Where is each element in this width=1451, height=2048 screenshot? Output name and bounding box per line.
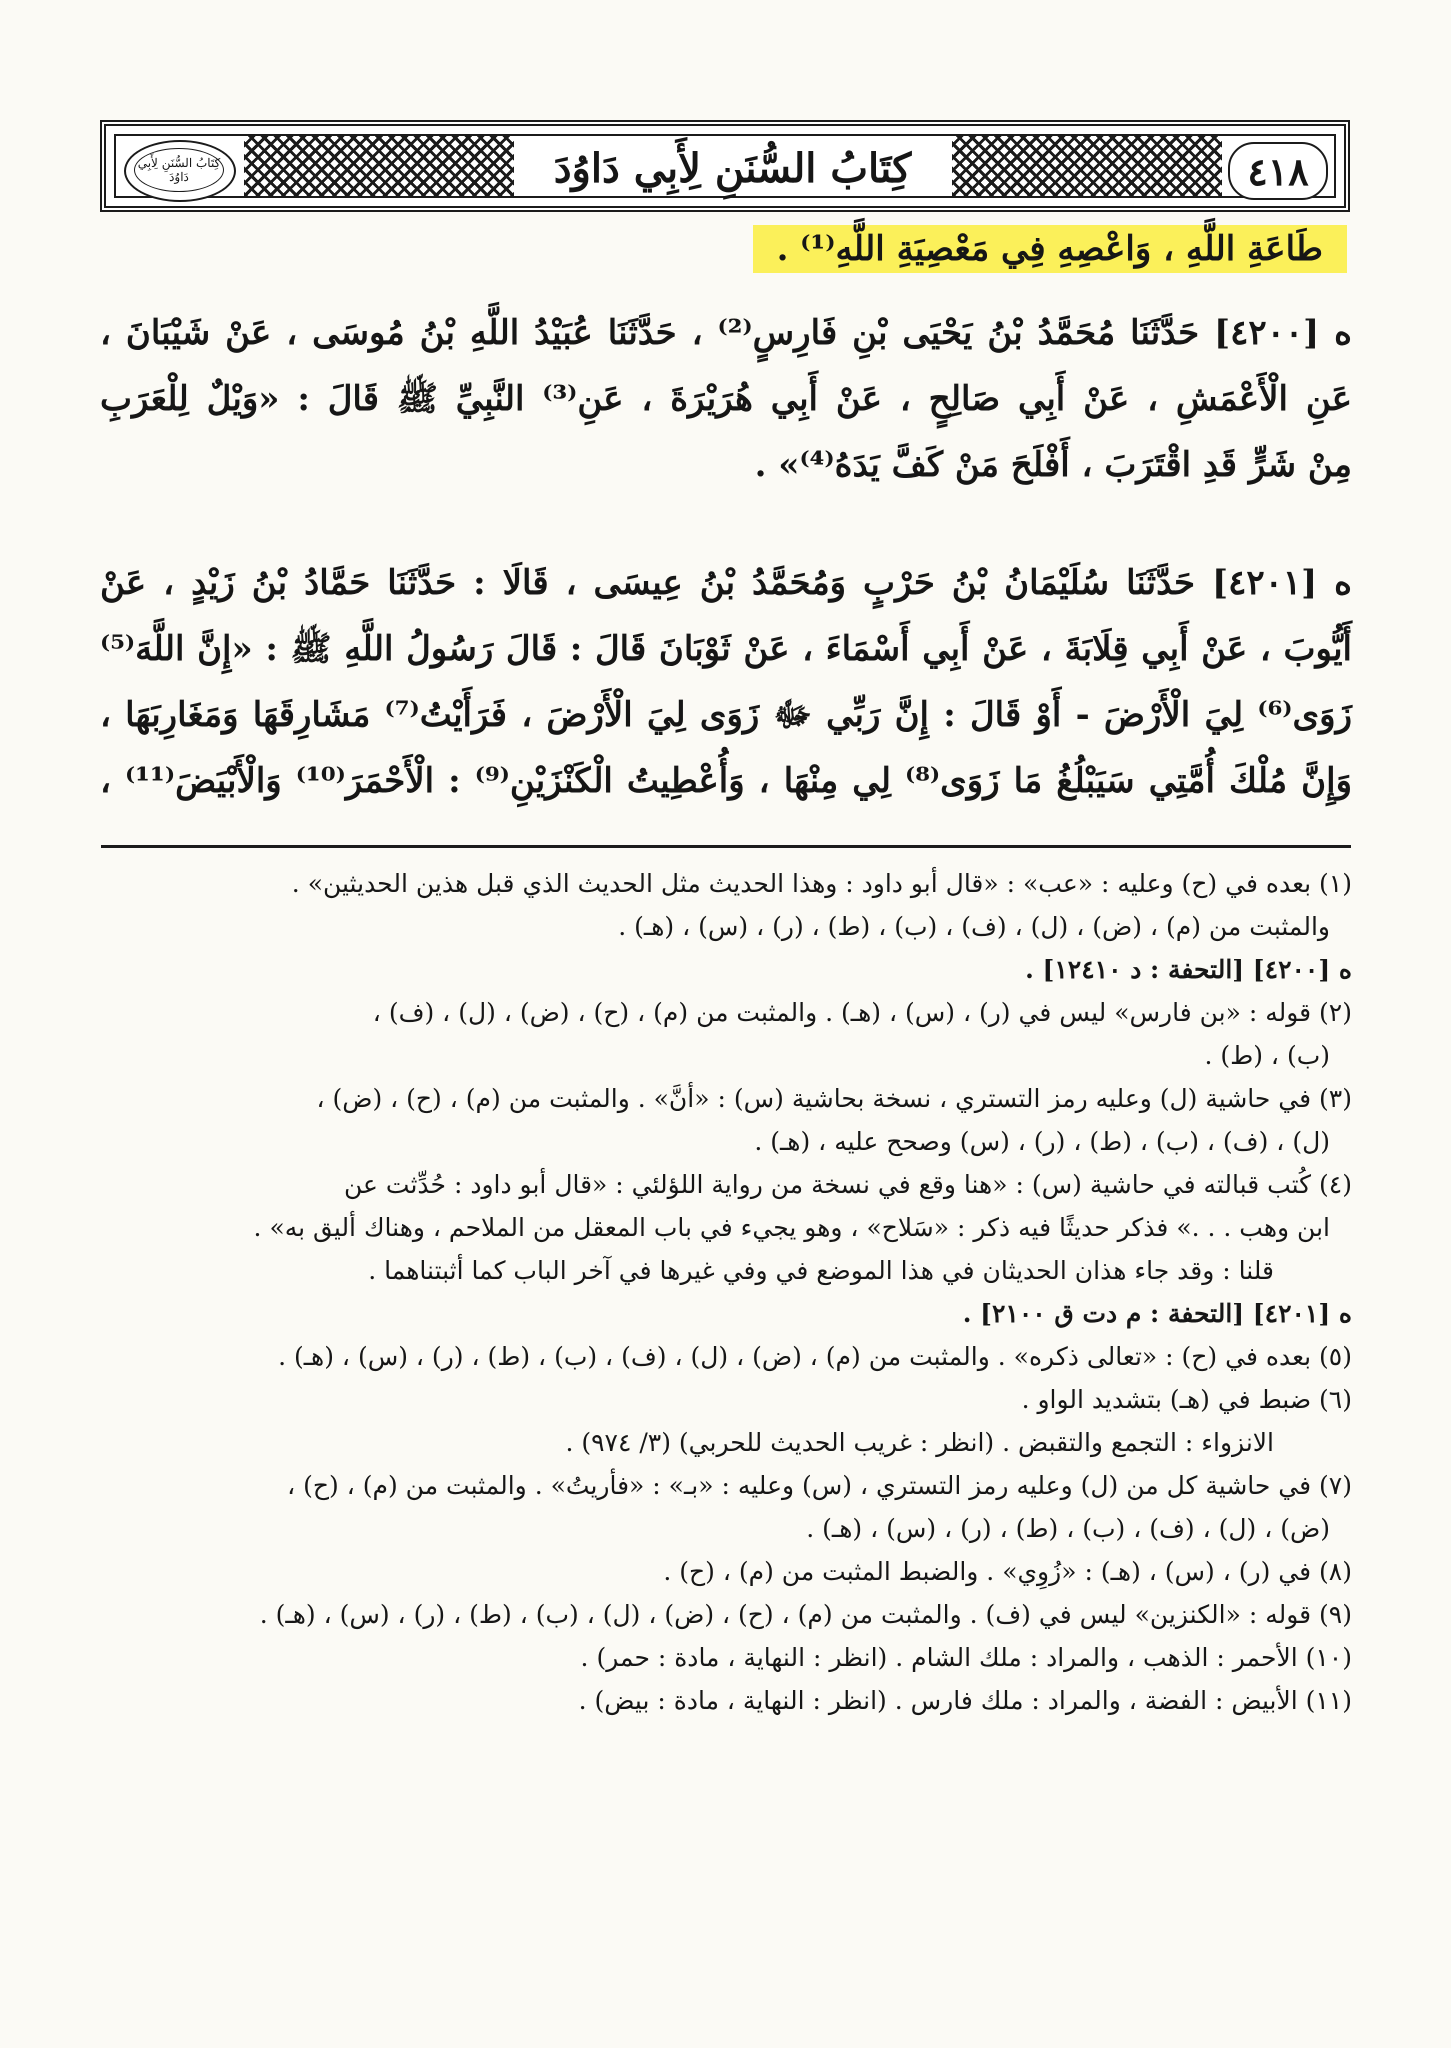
footnote-line: (١١) الأبيض : الفضة ، والمراد : ملك فارس . (انظر : النهاية ، مادة : بيض) .: [578, 1686, 1352, 1715]
highlighted-text: طَاعَةِ اللَّهِ ، وَاعْصِهِ فِي مَعْصِيَةِ اللَّهِ⁽¹⁾ .: [753, 225, 1347, 273]
footnote-line: (٧) في حاشية كل من (ل) وعليه رمز التستري ، (س) وعليه : «بـ» : «فأريتُ» . والمثبت من (م) ، (ح) ،: [287, 1471, 1352, 1500]
footnote-line: (٩) قوله : «الكنزين» ليس في (ف) . والمثبت من (م) ، (ح) ، (ض) ، (ل) ، (ب) ، (ط) ، (ر) ، (س) ، (هـ) .: [259, 1600, 1352, 1629]
footnote-reference: ه [٤٢٠٠] [التحفة : د ١٢٤١٠] .: [1025, 955, 1352, 984]
footnote-line: (٥) بعده في (ح) : «تعالى ذكره» . والمثبت من (م) ، (ض) ، (ل) ، (ف) ، (ب) ، (ط) ، (ر) ، (س) ، (هـ) .: [278, 1342, 1352, 1371]
header-inner-frame: [114, 134, 1336, 198]
hadith-line: زَوَى⁽⁶⁾ لِيَ الْأَرْضَ - أَوْ قَالَ : إِنَّ رَبِّي ﷻ زَوَى لِيَ الْأَرْضَ ، فَرَأَيْتُ⁽⁷⁾ مَشَارِقَهَا وَمَغَارِبَهَا ،: [100, 695, 1352, 735]
footnote-line: (٤) كُتب قبالته في حاشية (س) : «هنا وقع في نسخة من رواية اللؤلئي : «قال أبو داود : حُدِّثت عن: [344, 1170, 1352, 1199]
decorative-braid-left: [244, 136, 514, 196]
hadith-line: وَإِنَّ مُلْكَ أُمَّتِي سَيَبْلُغُ مَا زَوَى⁽⁸⁾ لِي مِنْهَا ، وَأُعْطِيتُ الْكَنْزَيْنِ⁽⁹⁾ : الْأَحْمَرَ⁽¹⁰⁾ وَالْأَبْيَضَ⁽¹¹⁾ ،: [100, 761, 1353, 801]
footnote-line: (ض) ، (ل) ، (ف) ، (ب) ، (ط) ، (ر) ، (س) ، (هـ) .: [806, 1514, 1330, 1543]
hadith-line: عَنِ الْأَعْمَشِ ، عَنْ أَبِي صَالِحٍ ، عَنْ أَبِي هُرَيْرَةَ ، عَنِ⁽³⁾ النَّبِيِّ ﷺ قَالَ : «وَيْلٌ لِلْعَرَبِ: [100, 379, 1352, 419]
page-number: ٤١٨: [1228, 142, 1328, 200]
footnote-line: (٢) قوله : «بن فارس» ليس في (ر) ، (س) ، (هـ) . والمثبت من (م) ، (ح) ، (ض) ، (ل) ، (ف) ،: [372, 998, 1352, 1027]
footnote-line: والمثبت من (م) ، (ض) ، (ل) ، (ف) ، (ب) ، (ط) ، (ر) ، (س) ، (هـ) .: [618, 912, 1330, 941]
book-title: كِتَابُ السُّنَنِ لِأَبِي دَاوُدَ: [526, 140, 939, 196]
decorative-braid-right: [952, 136, 1222, 196]
footnote-line: الانزواء : التجمع والتقبض . (انظر : غريب الحديث للحربي) (٣/ ٩٧٤) .: [565, 1428, 1274, 1457]
footnote-line: قلنا : وقد جاء هذان الحديثان في هذا الموضع في وفي غيرها في آخر الباب كما أثبتناهما .: [368, 1256, 1274, 1285]
hadith-4200: [100, 300, 1352, 498]
footnote-line: (٨) في (ر) ، (س) ، (هـ) : «زُوِي» . والضبط المثبت من (م) ، (ح) .: [663, 1557, 1352, 1586]
hadith-line: ه [٤٢٠١] حَدَّثَنَا سُلَيْمَانُ بْنُ حَرْبٍ وَمُحَمَّدُ بْنُ عِيسَى ، قَالَا : حَدَّثَنَا حَمَّادُ بْنُ زَيْدٍ ، عَنْ: [100, 563, 1352, 603]
footnote-line: (٣) في حاشية (ل) وعليه رمز التستري ، نسخة بحاشية (س) : «أنَّ» . والمثبت من (م) ، (ح) ، (ض) ،: [316, 1084, 1352, 1113]
footnotes: [100, 862, 1352, 1722]
emblem-seal-icon: كِتَابُ السُّنَنِ لِأَبِي دَاوُدَ: [134, 148, 224, 192]
footnote-reference: ه [٤٢٠١] [التحفة : م دت ق ٢١٠٠] .: [962, 1299, 1352, 1328]
footnote-line: (١) بعده في (ح) وعليه : «عب» : «قال أبو داود : وهذا الحديث مثل الحديث الذي قبل هذين الحديثين» .: [291, 869, 1352, 898]
hadith-line: مِنْ شَرٍّ قَدِ اقْتَرَبَ ، أَفْلَحَ مَنْ كَفَّ يَدَهُ⁽⁴⁾» .: [754, 445, 1352, 485]
footnote-line: (٦) ضبط في (هـ) بتشديد الواو .: [1021, 1385, 1352, 1414]
footnote-line: (١٠) الأحمر : الذهب ، والمراد : ملك الشام . (انظر : النهاية ، مادة : حمر) .: [580, 1643, 1352, 1672]
hadith-4201: [100, 550, 1352, 814]
book-emblem: [124, 140, 236, 202]
hadith-line: ه [٤٢٠٠] حَدَّثَنَا مُحَمَّدُ بْنُ يَحْيَى بْنِ فَارِسٍ⁽²⁾ ، حَدَّثَنَا عُبَيْدُ اللَّهِ بْنُ مُوسَى ، عَنْ شَيْبَانَ ،: [100, 313, 1352, 353]
hadith-line: أَيُّوبَ ، عَنْ أَبِي قِلَابَةَ ، عَنْ أَبِي أَسْمَاءَ ، عَنْ ثَوْبَانَ قَالَ : قَالَ رَسُولُ اللَّهِ ﷺ : «إِنَّ اللَّهَ⁽⁵⁾: [100, 629, 1352, 669]
page-header-band: [100, 120, 1350, 212]
footnote-line: (ل) ، (ف) ، (ب) ، (ط) ، (ر) ، (س) وصحح عليه ، (هـ) .: [754, 1127, 1330, 1156]
footnote-line: (ب) ، (ط) .: [1204, 1041, 1330, 1070]
footnote-separator: [101, 845, 1351, 848]
footnote-line: ابن وهب . . .» فذكر حديثًا فيه ذكر : «سَلاح» ، وهو يجيء في باب المعقل من الملاحم ، وهناك أليق به» .: [253, 1213, 1330, 1242]
